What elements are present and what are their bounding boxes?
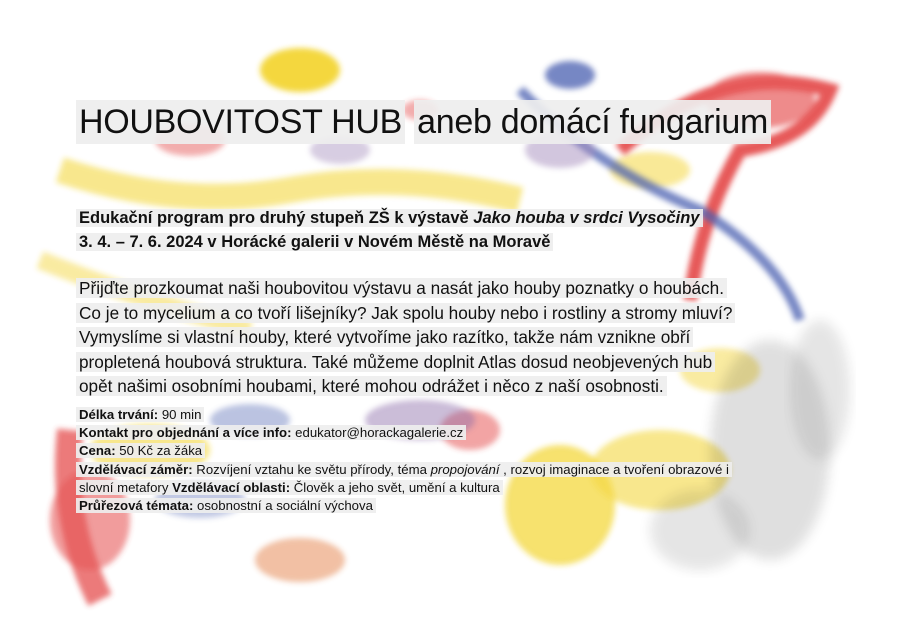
goal-label: Vzdělávací záměr: (79, 461, 193, 477)
exhibition-dates: 3. 4. – 7. 6. 2024 v Horácké galerii v Novém Městě na Moravě (76, 233, 553, 251)
goal-value: Rozvíjení vztahu ke světu přírody, téma (192, 461, 431, 477)
price-label: Cena: (79, 443, 116, 459)
goal-value-rest: , rozvoj imaginace a tvoření obrazové i (499, 461, 729, 477)
area-value: Člověk a jeho svět, umění a kultura (290, 479, 500, 495)
exhibition-name: Jako houba v srdci Vysočiny (473, 209, 700, 227)
description-line: opět našimi osobními houbami, které mohou odrážet i něco z naší osobnosti. (76, 376, 667, 396)
topics-value: osobnostní a sociální výchova (193, 498, 373, 514)
description-line: propletená houbová struktura. Také můžeme doplnit Atlas dosud neobjevených hub (76, 352, 715, 372)
duration-label: Délka trvání: (79, 407, 159, 422)
subtitle-prefix: Edukační program pro druhý stupeň ZŠ k výstavě (79, 209, 474, 227)
page-title (76, 100, 771, 144)
program-description (76, 276, 836, 399)
contact-label: Kontakt pro objednání a více info: (79, 425, 292, 441)
title-line-2: aneb domácí fungarium (414, 100, 771, 144)
program-info (76, 406, 836, 515)
description-line: Vymyslíme si vlastní houby, které vytvoříme jako razítko, takže nám vznikne obří (76, 327, 693, 347)
price-value: 50 Kč za žáka (115, 443, 203, 459)
description-line: Přijďte prozkoumat naši houbovitou výstavu a nasát jako houby poznatky o houbách. (76, 278, 727, 298)
description-line: Co je to mycelium a co tvoří lišejníky? Jak spolu houby nebo i rostliny a stromy mluví? (76, 303, 735, 323)
goal-value-continued: slovní metafory (79, 479, 173, 495)
area-label: Vzdělávací oblasti: (172, 479, 291, 495)
goal-value-emphasis: propojování (430, 461, 500, 477)
topics-label: Průřezová témata: (79, 498, 194, 514)
program-subtitle (76, 206, 703, 254)
title-line-1: HOUBOVITOST HUB (76, 100, 405, 144)
duration-value: 90 min (158, 407, 202, 422)
contact-email[interactable]: edukator@horackagalerie.cz (291, 425, 464, 441)
